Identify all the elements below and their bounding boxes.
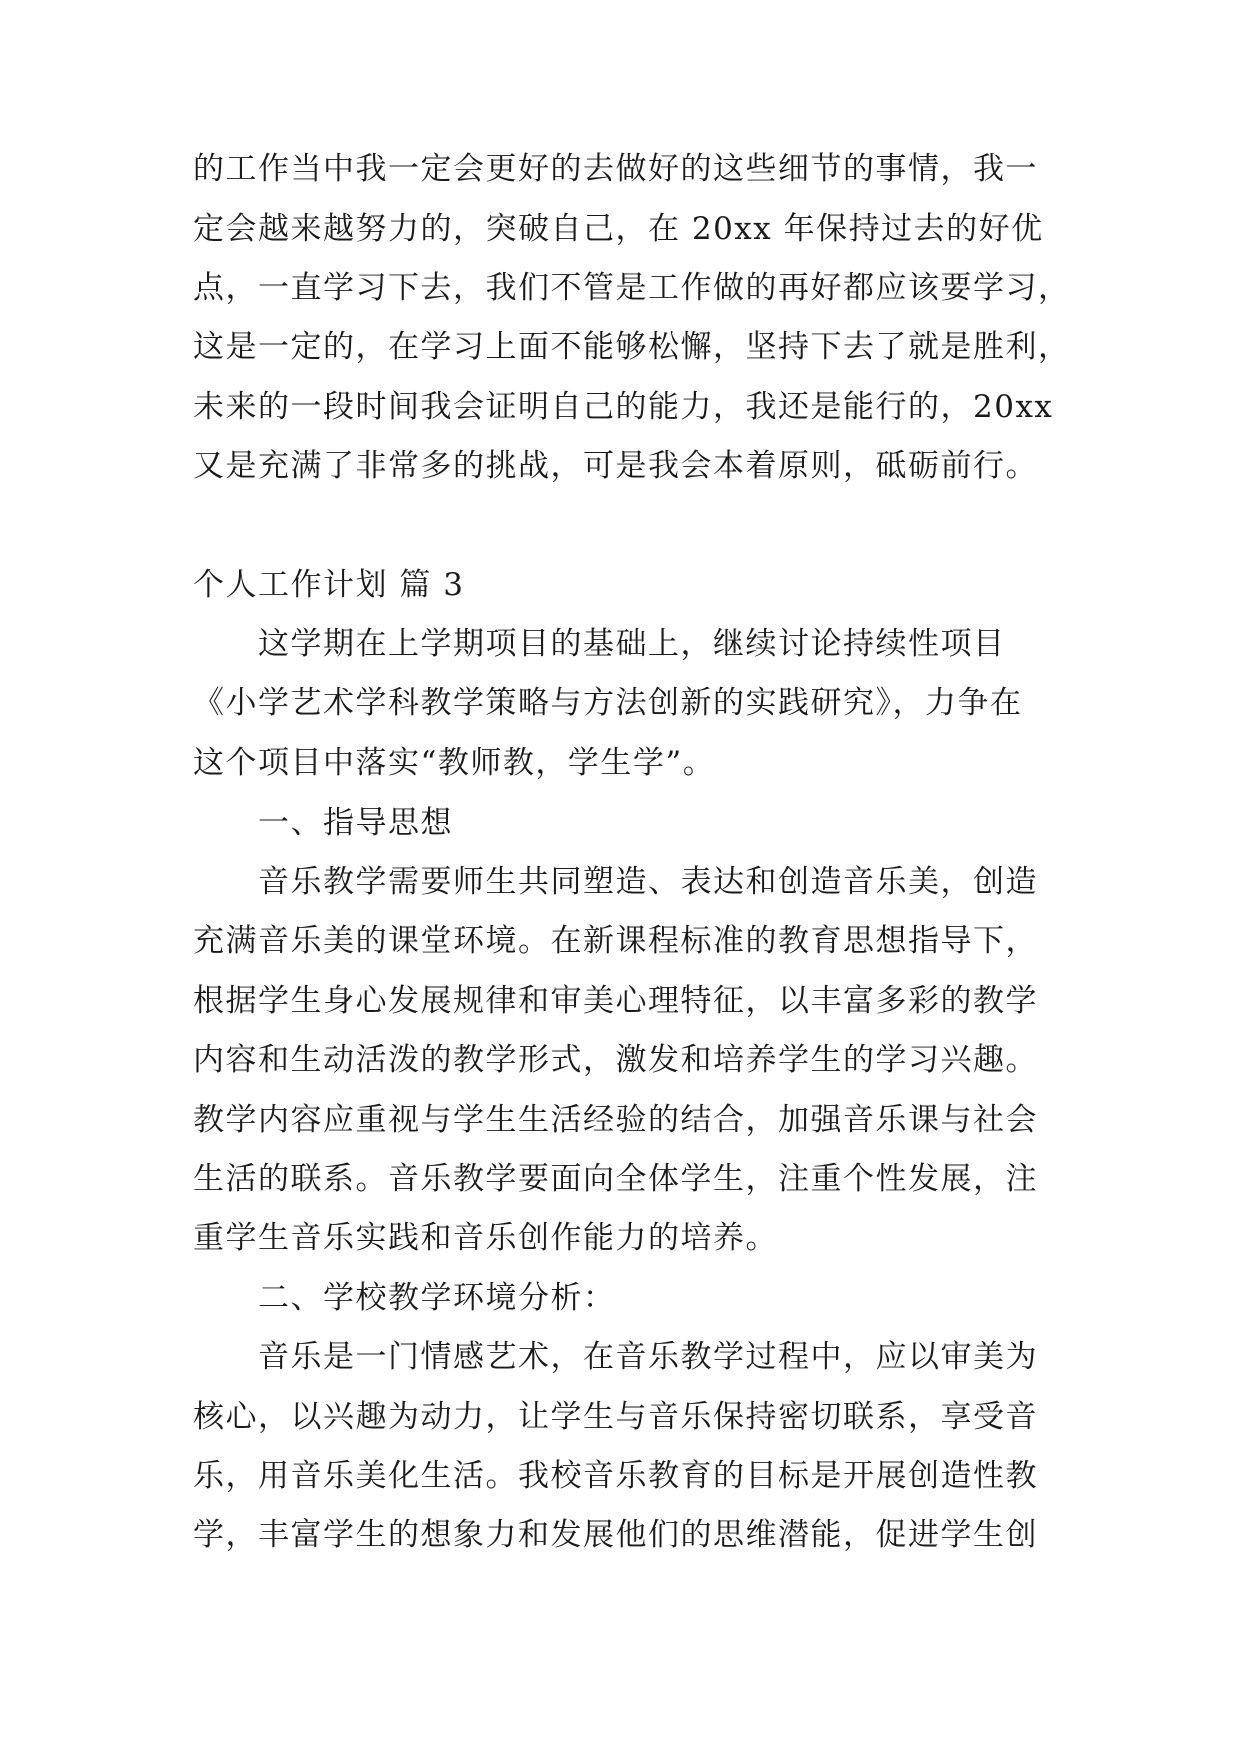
paragraph-line: 充满音乐美的课堂环境。在新课程标准的教育思想指导下， (193, 923, 1038, 959)
paragraph-line: 又是充满了非常多的挑战，可是我会本着原则，砥砺前行。 (193, 448, 1038, 484)
subsection-heading: 二、学校教学环境分析： (258, 1280, 616, 1316)
paragraph-line: 生活的联系。音乐教学要面向全体学生，注重个性发展，注 (193, 1161, 1038, 1197)
subsection-heading: 一、指导思想 (258, 805, 453, 841)
paragraph-line: 核心，以兴趣为动力，让学生与音乐保持密切联系，享受音 (193, 1399, 1038, 1435)
paragraph-line: 学，丰富学生的想象力和发展他们的思维潜能，促进学生创 (193, 1517, 1038, 1553)
paragraph-line: 点，一直学习下去，我们不管是工作做的再好都应该要学习， (193, 270, 1071, 306)
paragraph-line: 重学生音乐实践和音乐创作能力的培养。 (193, 1220, 778, 1256)
paragraph-line: 根据学生身心发展规律和审美心理特征，以丰富多彩的教学 (193, 983, 1038, 1019)
paragraph-line: 这是一定的，在学习上面不能够松懈，坚持下去了就是胜利， (193, 329, 1071, 365)
paragraph-line: 未来的一段时间我会证明自己的能力，我还是能行的，20xx (193, 389, 1054, 425)
paragraph-line: 内容和生动活泼的教学形式，激发和培养学生的学习兴趣。 (193, 1042, 1038, 1078)
paragraph-line: 的工作当中我一定会更好的去做好的这些细节的事情，我一 (193, 151, 1038, 187)
paragraph-line: 教学内容应重视与学生生活经验的结合，加强音乐课与社会 (193, 1102, 1038, 1138)
paragraph-line: 这学期在上学期项目的基础上，继续讨论持续性项目 (258, 626, 1006, 662)
paragraph-line: 这个项目中落实“教师教，学生学”。 (193, 745, 716, 781)
paragraph-line: 定会越来越努力的，突破自己，在 20xx 年保持过去的好优 (193, 211, 1044, 247)
section-heading: 个人工作计划 篇 3 (193, 567, 465, 603)
paragraph-line: 音乐教学需要师生共同塑造、表达和创造音乐美，创造 (258, 864, 1038, 900)
paragraph-line: 乐，用音乐美化生活。我校音乐教育的目标是开展创造性教 (193, 1458, 1038, 1494)
paragraph-line: 音乐是一门情感艺术，在音乐教学过程中，应以审美为 (258, 1339, 1038, 1375)
paragraph-line: 《小学艺术学科教学策略与方法创新的实践研究》，力争在 (193, 685, 1023, 721)
